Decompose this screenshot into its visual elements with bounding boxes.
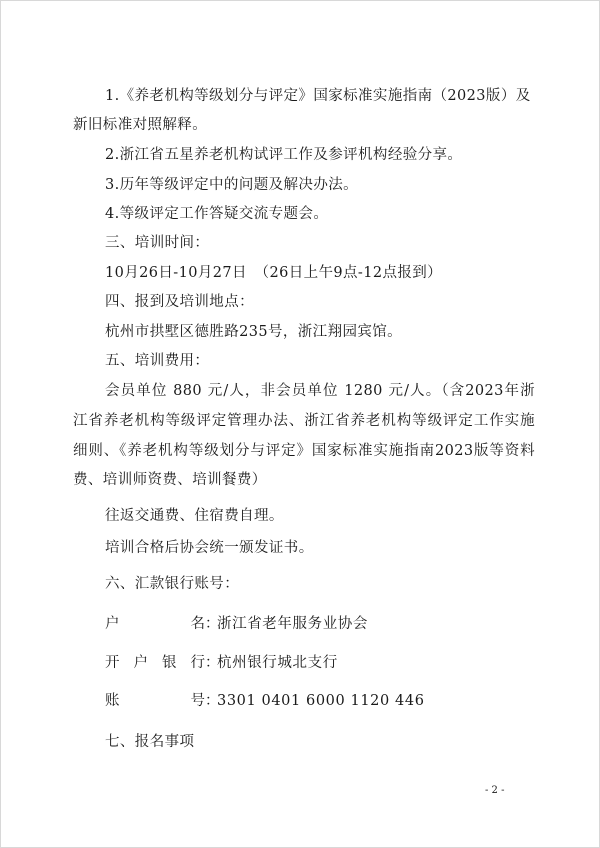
fee-line-1: 会员单位 880 元/人，非会员单位 1280 元/人。（含2023年浙 <box>105 383 535 399</box>
item-3: 3.历年等级评定中的问题及解决办法。 <box>105 177 359 193</box>
bank-row-account-number <box>105 691 425 711</box>
section-5-heading: 五、培训费用： <box>105 353 210 369</box>
section-3-heading: 三、培训时间： <box>105 235 210 251</box>
item-1-line-1: 1.《养老机构等级划分与评定》国家标准实施指南（2023版）及 <box>105 88 531 104</box>
section-7-heading: 七、报名事项 <box>105 734 195 750</box>
bank-value: 杭州银行城北支行 <box>217 655 338 671</box>
fee-line-4: 费、培训师资费、培训餐费） <box>73 472 267 488</box>
account-name-value: 浙江省老年服务业协会 <box>217 616 368 632</box>
account-name-separator: ： <box>205 616 220 632</box>
section-6-heading: 六、汇款银行账号： <box>105 576 240 592</box>
certificate-note: 培训合格后协会统一颁发证书。 <box>105 540 314 556</box>
item-2: 2.浙江省五星养老机构试评工作及参评机构经验分享。 <box>105 147 463 163</box>
bank-label: 开户银行 <box>105 655 205 671</box>
training-location: 杭州市拱墅区德胜路235号，浙江翔园宾馆。 <box>105 324 403 340</box>
fee-line-3: 细则、《养老机构等级划分与评定》国家标准实施指南2023版等资料 <box>73 443 535 459</box>
item-1-line-2: 新旧标准对照解释。 <box>73 117 208 133</box>
account-name-label: 户名 <box>105 616 205 632</box>
bank-row-bank <box>105 653 338 673</box>
bank-row-account-name <box>105 614 368 634</box>
bank-separator: ： <box>205 655 220 671</box>
account-number-separator: ： <box>205 693 220 709</box>
account-number-label: 账号 <box>105 693 205 709</box>
item-4: 4.等级评定工作答疑交流专题会。 <box>105 206 329 222</box>
page-number: - 2 - <box>485 785 505 796</box>
training-time: 10月26日-10月27日 （26日上午9点-12点报到） <box>105 265 443 281</box>
section-4-heading: 四、报到及培训地点： <box>105 294 254 310</box>
self-paid-note: 往返交通费、住宿费自理。 <box>105 508 284 524</box>
account-number-value: 3301 0401 6000 1120 446 <box>217 693 425 709</box>
fee-line-2: 江省养老机构等级评定管理办法、浙江省养老机构等级评定工作实施 <box>73 413 535 429</box>
